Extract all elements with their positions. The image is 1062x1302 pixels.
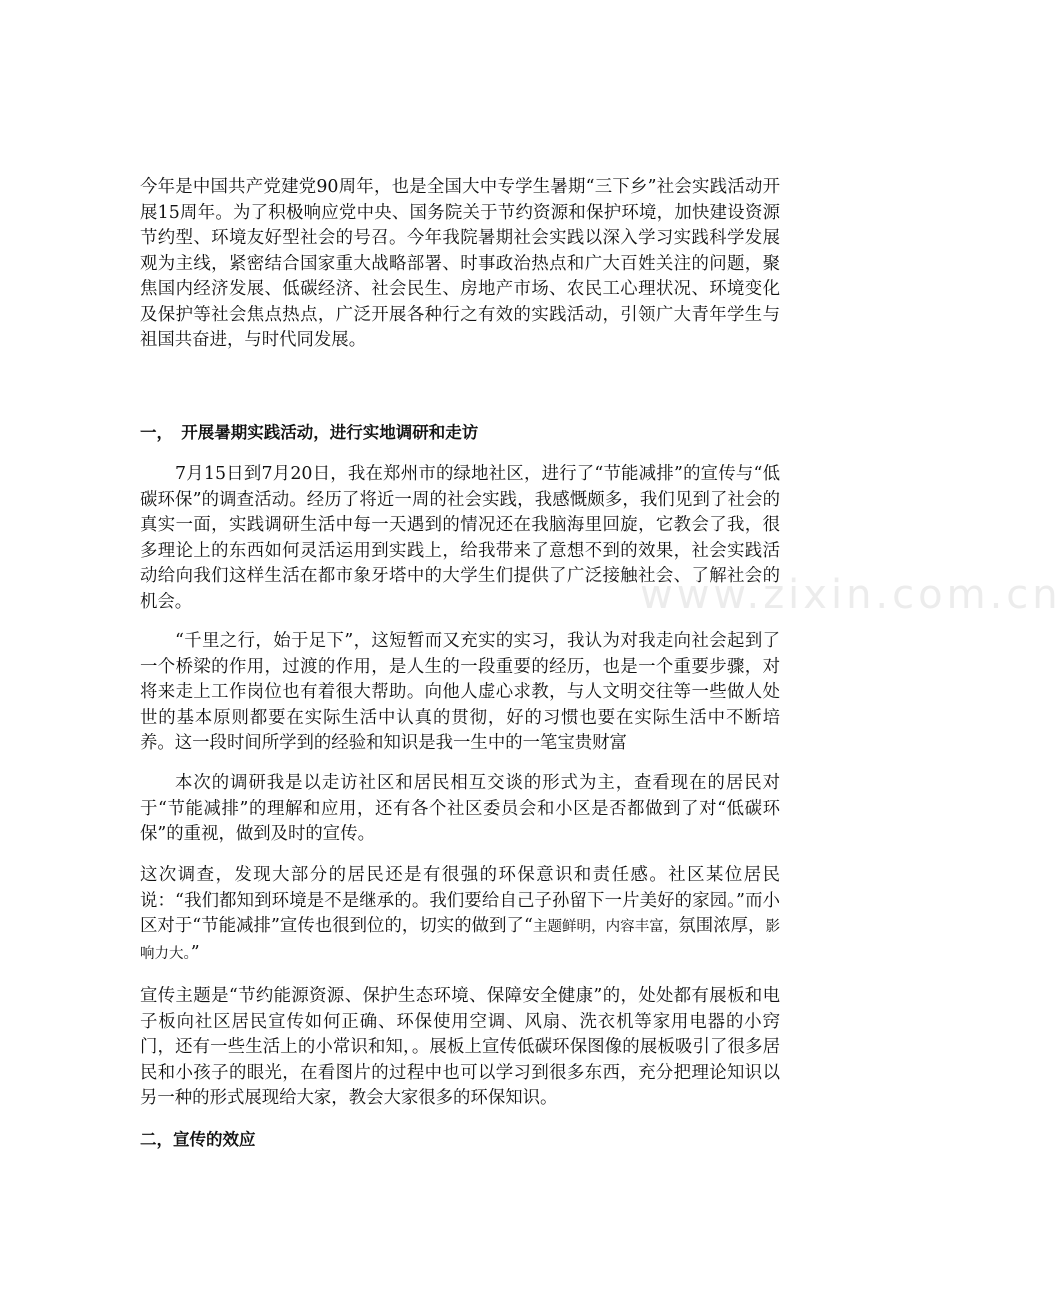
paragraph-journey: “千里之行，始于足下”，这短暂而又充实的实习，我认为对我走向社会起到了一个桥梁的作用，过渡的作用，是人生的一段重要的经历，也是一个重要步骤，对将来走上工作岗位也有着很大帮助。向他人虚心求教，与人文明交往等一些做人处世的基本原则都要在实际生活中认真的贯彻，好的习惯也要在实际生活中不断培养。这一段时间所学到的经验和知识是我一生中的一笔宝贵财富 bbox=[140, 631, 780, 753]
intro-paragraph: 今年是中国共产党建党90周年，也是全国大中专学生暑期“三下乡”社会实践活动开展15周年。为了积极响应党中央、国务院关于节约资源和保护环境，加快建设资源节约型、环境友好型社会的号召。今年我院暑期社会实践以深入学习实践科学发展观为主线，紧密结合国家重大战略部署、时事政治热点和广大百姓关注的问题，聚焦国内经济发展、低碳经济、社会民生、房地产市场、农民工心理状况、环境变化及保护等社会焦点热点，广泛开展各种行之有效的实践活动，引领广大青年学生与祖国共奋进，与时代同发展。 bbox=[140, 177, 780, 350]
paragraph-promotion: 宣传主题是“节约能源资源、保护生态环境、保障安全健康”的，处处都有展板和电子板向社区居民宣传如何正确、环保使用空调、风扇、洗衣机等家用电器的小窍门，还有一些生活上的小常识和知，。展板上宣传低碳环保图像的展板吸引了很多居民和小孩子的眼光，在看图片的过程中也可以学习到很多东西，充分把理论知识以另一种的形式展现给大家，教会大家很多的环保知识。 bbox=[140, 986, 780, 1108]
section-heading-2: 二，宣传的效应 bbox=[140, 1130, 256, 1149]
watermark: www.zixin.com.cn bbox=[640, 572, 1062, 618]
findings-text: 这次调查，发现大部分的居民还是有很强的环保意识和责任感。社区某位居民说：“我们都知到环境是不是继承的。我们要给自己子孙留下一片美好的家园。”而小区对于“节能减排”宣传也很到位的，切实的做到了“ bbox=[140, 865, 780, 936]
paragraph-survey-method: 本次的调研我是以走访社区和居民相互交谈的形式为主，查看现在的居民对于“节能减排”的理解和应用，还有各个社区委员会和小区是否都做到了对“低碳环保”的重视，做到及时的宣传。 bbox=[140, 773, 780, 844]
paragraph-practice: 7月15日到7月20日，我在郑州市的绿地社区，进行了“节能减排”的宣传与“低碳环保”的调查活动。经历了将近一周的社会实践，我感慨颇多，我们见到了社会的真实一面，实践调研生活中每一天遇到的情况还在我脑海里回旋，它教会了我，很多理论上的东西如何灵活运用到实践上，给我带来了意想不到的效果，社会实践活动给向我们这样生活在都市象牙塔中的大学生们提供了广泛接触社会、了解社会的机会。 bbox=[140, 464, 780, 612]
findings-small-text-2: 影响力大。 bbox=[140, 919, 780, 962]
findings-text-mid: 氛围浓厚， bbox=[678, 916, 766, 936]
paragraph-findings bbox=[140, 863, 780, 967]
findings-small-text-1: 主题鲜明，内容丰富， bbox=[532, 919, 679, 935]
section-heading-1: 一， 开展暑期实践活动，进行实地调研和走访 bbox=[140, 423, 479, 442]
findings-text-end: ” bbox=[190, 942, 200, 963]
